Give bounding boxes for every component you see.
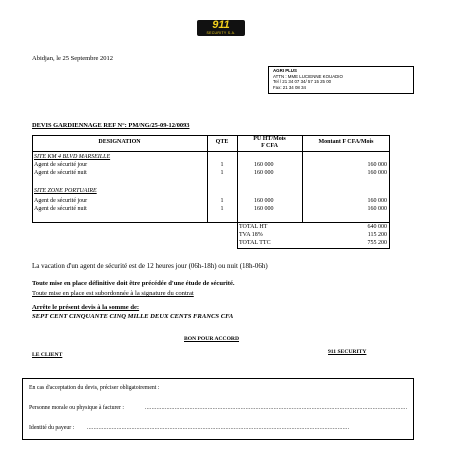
form-personne-label: Personne morale ou physique à facturer :	[29, 405, 124, 411]
devis-table	[32, 135, 390, 248]
subordination-text: Toute mise en place est subordonnée à la signature du contrat	[32, 290, 194, 297]
tva-value: 115 200	[367, 232, 387, 238]
row-qte: 1	[220, 198, 224, 204]
section-title: SITE KM 4 BLVD MARSEILLE	[34, 154, 111, 160]
vacation-text: La vacation d'un agent de sécurité est de 12 heures jour (06h-18h) ou nuit (18h-06h)	[32, 262, 268, 270]
company-logo	[197, 20, 245, 36]
client-fax: Fax: 21 34 08 34	[273, 84, 306, 90]
table-header-border	[32, 151, 390, 152]
row-designation: Agent de sécurité nuit	[34, 206, 87, 212]
devis-title: DEVIS GARDIENNAGE REF N°: PM/NG/25-09-12/0093	[32, 122, 190, 129]
row-montant: 160 000	[367, 198, 387, 204]
table-col-pu-border	[237, 135, 238, 249]
date-line: Abidjan, le 25 Septembre 2012	[32, 55, 114, 62]
header-designation: DESIGNATION	[98, 139, 141, 145]
form-personne-field[interactable]: ...............................................................................................................................................................	[145, 405, 407, 411]
header-montant: Montant F CFA/Mois	[318, 139, 374, 145]
row-pu: 160 000	[254, 170, 274, 176]
form-identite-field[interactable]: ...............................................................................................................................................................	[87, 425, 350, 431]
row-pu: 160 000	[254, 162, 274, 168]
client-address-box	[268, 66, 414, 94]
arrete-text: Arrête le présent devis à la somme de:	[32, 304, 140, 311]
row-qte: 1	[220, 170, 224, 176]
bon-pour-accord: BON POUR ACCORD	[184, 336, 240, 342]
amount-in-words: SEPT CENT CINQUANTE CINQ MILLE DEUX CENTS FRANCS CFA	[32, 313, 234, 320]
table-left-border	[32, 135, 33, 223]
client-attn: ATTN : MME LUCIENNE KOUADIO	[273, 73, 343, 79]
row-designation: Agent de sécurité jour	[34, 162, 88, 168]
total-ttc-label: TOTAL TTC	[239, 240, 271, 246]
table-totals-bottom-border	[237, 248, 390, 249]
table-totals-top-border	[237, 222, 390, 223]
row-qte: 1	[220, 206, 224, 212]
header-qte: QTE	[215, 139, 229, 145]
row-designation: Agent de sécurité nuit	[34, 170, 87, 176]
row-qte: 1	[220, 162, 224, 168]
form-intro: En cas d'acceptation du devis, préciser obligatoirement :	[29, 385, 160, 391]
header-pu-line2: F CFA	[261, 143, 278, 149]
total-ttc-value: 755 200	[367, 240, 387, 246]
table-top-border	[32, 135, 390, 136]
section-title: SITE ZONE PORTUAIRE	[34, 188, 97, 194]
signature-client: LE CLIENT	[32, 352, 63, 358]
row-montant: 160 000	[367, 162, 387, 168]
total-ht-label: TOTAL HT	[239, 224, 268, 230]
total-ht-value: 640 000	[367, 224, 387, 230]
client-name: AGRI PLUS	[273, 68, 297, 73]
client-tel: Tel / 21 34 07 34/ 57 15 25 00	[273, 79, 332, 85]
logo-sub-text: SECURITY S.A.	[206, 31, 236, 35]
row-montant: 160 000	[367, 206, 387, 212]
row-montant: 160 000	[367, 170, 387, 176]
mise-en-place-text: Toute mise en place définitive doit être précédée d'une étude de sécurité.	[32, 280, 235, 287]
row-pu: 160 000	[254, 198, 274, 204]
form-identite-label: Identité du payeur :	[29, 425, 75, 431]
header-pu-line1: PU HT/Mois	[253, 136, 286, 142]
signature-company: 911 SECURITY	[328, 349, 367, 355]
acceptance-form	[22, 378, 414, 440]
tva-label: TVA 18%	[239, 232, 263, 238]
row-designation: Agent de sécurité jour	[34, 198, 88, 204]
table-right-border	[389, 135, 390, 249]
row-pu: 160 000	[254, 206, 274, 212]
logo-main-text: 911	[212, 19, 230, 31]
